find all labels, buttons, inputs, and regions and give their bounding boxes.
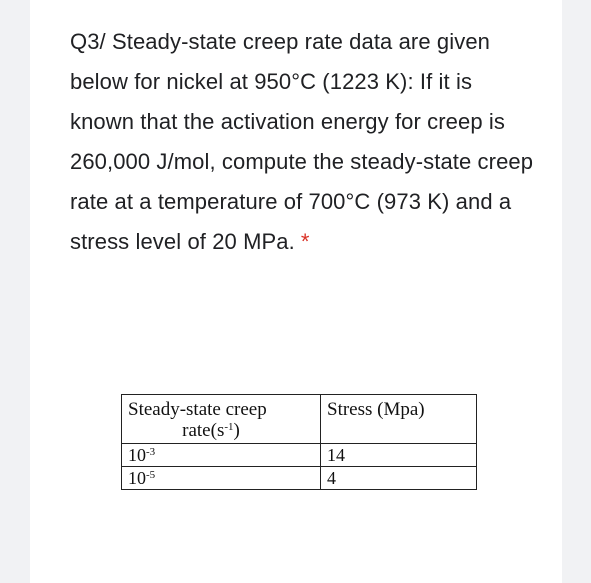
header-unit-exponent: -1	[224, 421, 234, 433]
rate-exponent: -5	[146, 469, 156, 481]
rate-base: 10	[128, 468, 146, 488]
stress-cell: 14	[321, 444, 477, 467]
rate-cell	[122, 467, 321, 490]
table-row	[122, 467, 477, 490]
header-creep-rate	[122, 395, 321, 444]
rate-cell	[122, 444, 321, 467]
header-unit-close: )	[233, 420, 240, 441]
header-unit-text: rate(s	[182, 420, 225, 441]
creep-data-table	[121, 394, 477, 490]
required-marker: *	[300, 229, 310, 254]
header-stress: Stress (Mpa)	[321, 395, 477, 444]
question-text-block	[70, 22, 540, 262]
data-table-image	[121, 394, 477, 490]
rate-base: 10	[128, 445, 146, 465]
header-creep-rate-line1: Steady-state creep	[128, 399, 267, 420]
table-header-row	[122, 395, 477, 444]
header-creep-rate-line2	[128, 420, 314, 441]
question-text: Q3/ Steady-state creep rate data are given below for nickel at 950°C (1223 K): If it is known that the activation energy for creep is 260,000 J/mol, compute the steady-state creep rate at a temperature of 700°C (973 K) and a stress level of 20 MPa.	[70, 29, 534, 254]
table-row	[122, 444, 477, 467]
rate-exponent: -3	[146, 446, 156, 458]
stress-cell: 4	[321, 467, 477, 490]
question-card	[30, 0, 562, 583]
